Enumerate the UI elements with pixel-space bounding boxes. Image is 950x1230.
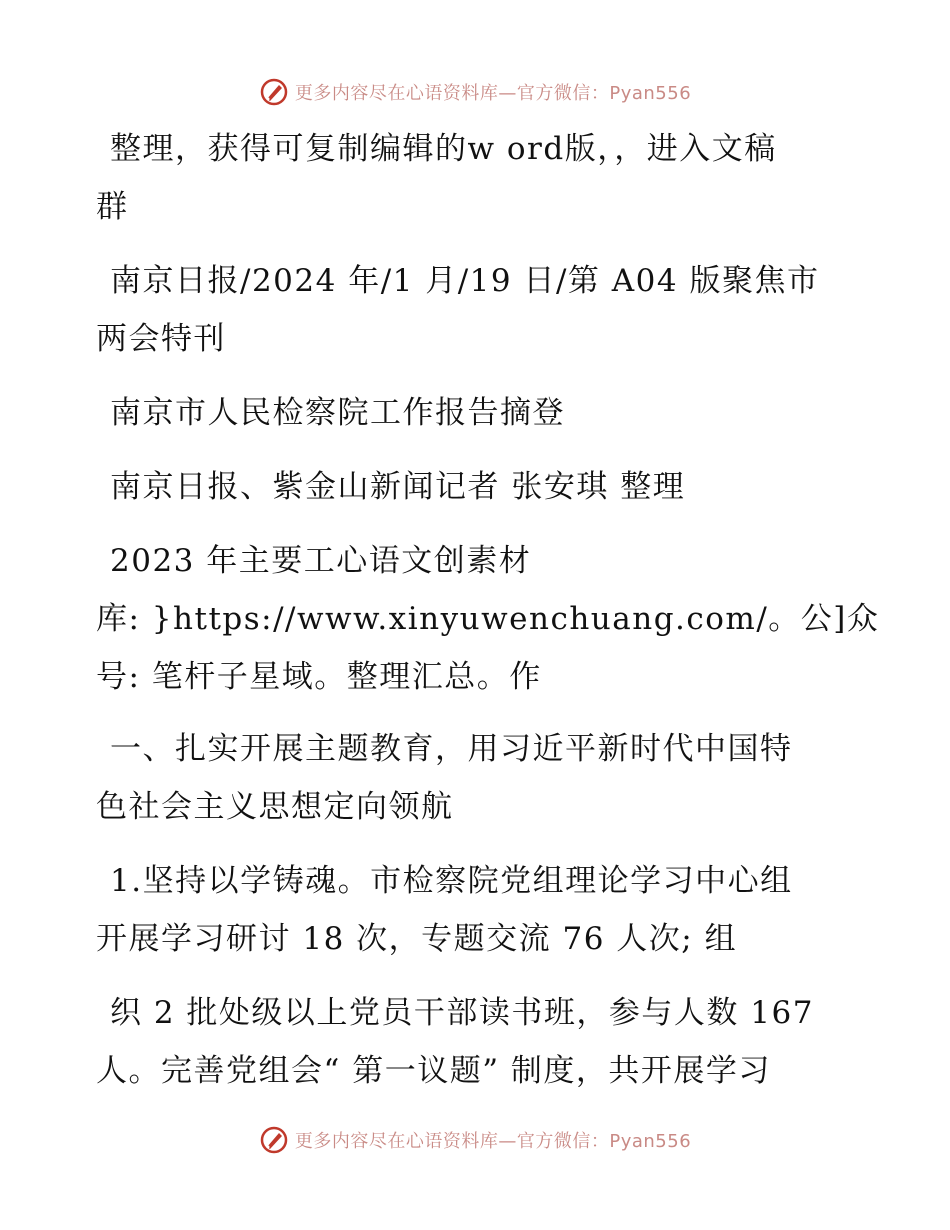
paragraph-item-1-cont	[96, 984, 856, 1100]
text-line: 2023 年主要工心语文创素材	[110, 543, 532, 579]
text-line: 群	[96, 189, 129, 225]
paragraph-source	[96, 252, 856, 368]
text-line: 织 2 批处级以上党员干部读书班，参与人数 167	[110, 995, 814, 1031]
pen-in-circle-logo	[259, 77, 289, 107]
paragraph-title	[96, 384, 856, 442]
text-line: 号: 笔杆子星域。整理汇总。作	[96, 659, 542, 695]
paragraph-summary	[96, 532, 880, 706]
text-line: 1.坚持以学铸魂。市检察院党组理论学习中心组	[110, 863, 793, 899]
text-line: 开展学习研讨 18 次，专题交流 76 人次; 组	[96, 921, 738, 957]
text-line: 南京日报/2024 年/1 月/19 日/第 A04 版聚焦市	[110, 263, 820, 299]
paragraph-intro	[96, 120, 856, 236]
watermark-header	[0, 72, 950, 112]
document-body	[96, 120, 880, 1116]
text-line: 南京日报、紫金山新闻记者 张安琪 整理	[110, 469, 686, 505]
paragraph-section-heading	[96, 720, 856, 836]
watermark-footer	[0, 1120, 950, 1160]
text-line: 整理，获得可复制编辑的w ord版，，进入文稿	[110, 131, 777, 167]
paragraph-byline	[96, 458, 856, 516]
pen-in-circle-logo	[259, 1125, 289, 1155]
paragraph-item-1	[96, 852, 856, 968]
text-line: 南京市人民检察院工作报告摘登	[110, 395, 565, 431]
text-line: 两会特刊	[96, 321, 226, 357]
watermark-text: 更多内容尽在心语资料库—官方微信：Pyan556	[294, 83, 692, 104]
watermark-text: 更多内容尽在心语资料库—官方微信：Pyan556	[294, 1131, 692, 1152]
text-line: 一、扎实开展主题教育，用习近平新时代中国特	[110, 731, 793, 767]
text-line: 色社会主义思想定向领航	[96, 789, 454, 825]
text-line: 库: }https://www.xinyuwenchuang.com/。公]众	[96, 601, 880, 637]
text-line: 人。完善党组会“ 第一议题” 制度，共开展学习	[96, 1053, 771, 1089]
